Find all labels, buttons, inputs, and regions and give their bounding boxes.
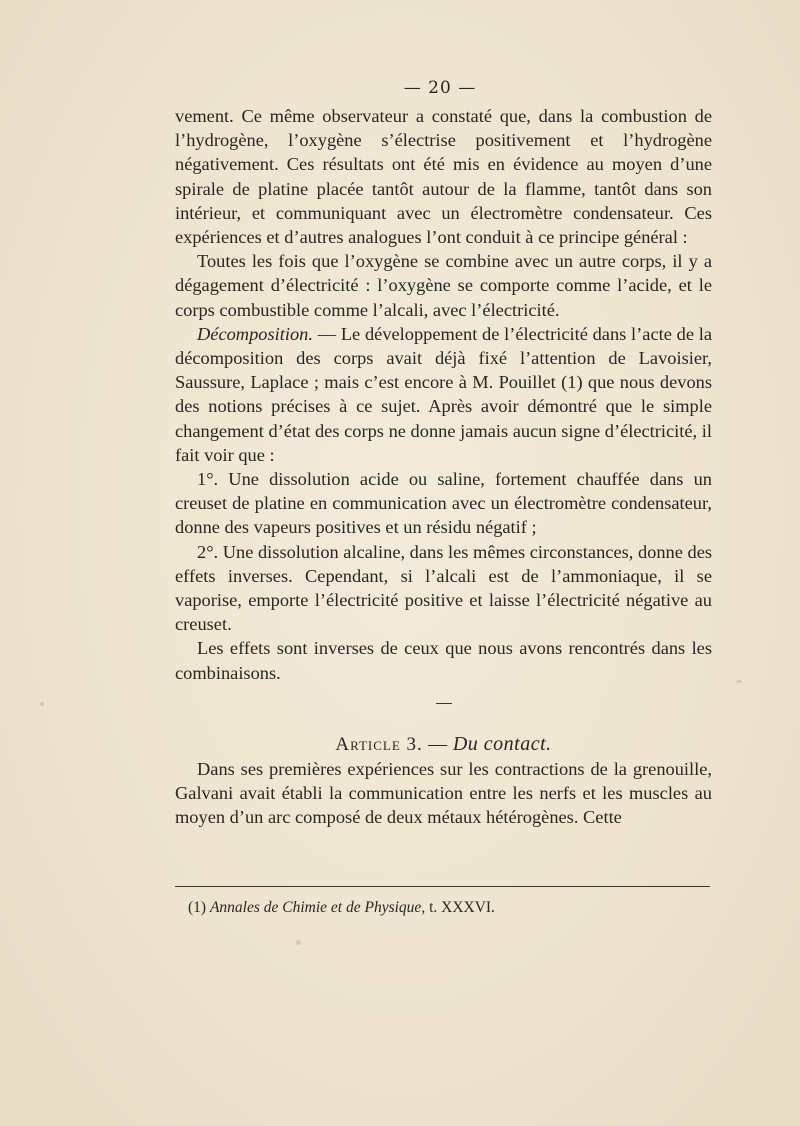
- paragraph-item-2: 2°. Une dissolution alcaline, dans les mêmes circonstances, donne des effets inverses. Cependant, si l’alcali est de l’ammoniaque, il se vaporise, emporte l’électricité positive et laisse l’électricité négative au creuset.: [175, 541, 713, 635]
- section-heading: [175, 732, 712, 757]
- paper-speck: [736, 680, 742, 683]
- decomposition-label: Décomposition.: [197, 323, 313, 344]
- paragraph-decomposition: [175, 322, 712, 467]
- paper-speck: [296, 940, 301, 945]
- paragraph-continuation: vement. Ce même observateur a constaté que, dans la combustion de l’hydrogène, l’oxygène s’électrise positivement et l’hydrogène négativement. Ces résultats ont été mis en évidence au moyen d’une spirale de platine placée tantôt autour de la flamme, tantôt dans son intérieur, et communiquant avec un électromètre condensateur. Ces expériences et d’autres analogues l’ont conduit à ce principe général :: [175, 106, 712, 248]
- paragraph-principle: Toutes les fois que l’oxygène se combine avec un autre corps, il y a dégagement d’électricité : l’oxygène se comporte comme l’acide, et le corps combustible comme l’alcali, avec l’électricité.: [175, 251, 712, 320]
- paragraph-item-1: 1°. Une dissolution acide ou saline, fortement chauffée dans un creuset de platine en communication avec un électromètre condensateur, donne des vapeurs positives et un résidu négatif ;: [175, 469, 712, 538]
- footnote-source: Annales de Chimie et de Physique: [209, 899, 422, 916]
- paper-speck: [40, 702, 44, 706]
- section-divider: [436, 703, 452, 704]
- footnote-rest: , t. XXXVI.: [421, 899, 495, 916]
- paragraph-contact: Dans ses premières expériences sur les contractions de la grenouille, Galvani avait établi la communication entre les nerfs et les muscles au moyen d’un arc composé de deux métaux hétérogènes. Cette: [175, 759, 712, 828]
- body-text: [175, 104, 712, 830]
- section-heading-label: Article 3.: [335, 733, 423, 755]
- section-heading-dash: —: [422, 733, 453, 755]
- footnote-marker: (1): [188, 899, 210, 916]
- decomposition-text: — Le développement de l’électricité dans l’acte de la décomposition des corps avait déjà fixé l’attention de Lavoisier, Saussure, Laplace ; mais c’est encore à M. Pouillet (1) que nous devons des notions précises à ce sujet. Après avoir démontré que le simple changement d’état des corps ne donne jamais aucun signe d’électricité, il fait voir que :: [175, 323, 712, 465]
- footnote: [188, 898, 708, 918]
- section-heading-title: Du contact.: [452, 732, 552, 755]
- page-number: — 20 —: [403, 78, 477, 98]
- paragraph-conclusion: Les effets sont inverses de ceux que nous avons rencontrés dans les combinaisons.: [175, 638, 712, 683]
- footnote-divider: [175, 886, 710, 887]
